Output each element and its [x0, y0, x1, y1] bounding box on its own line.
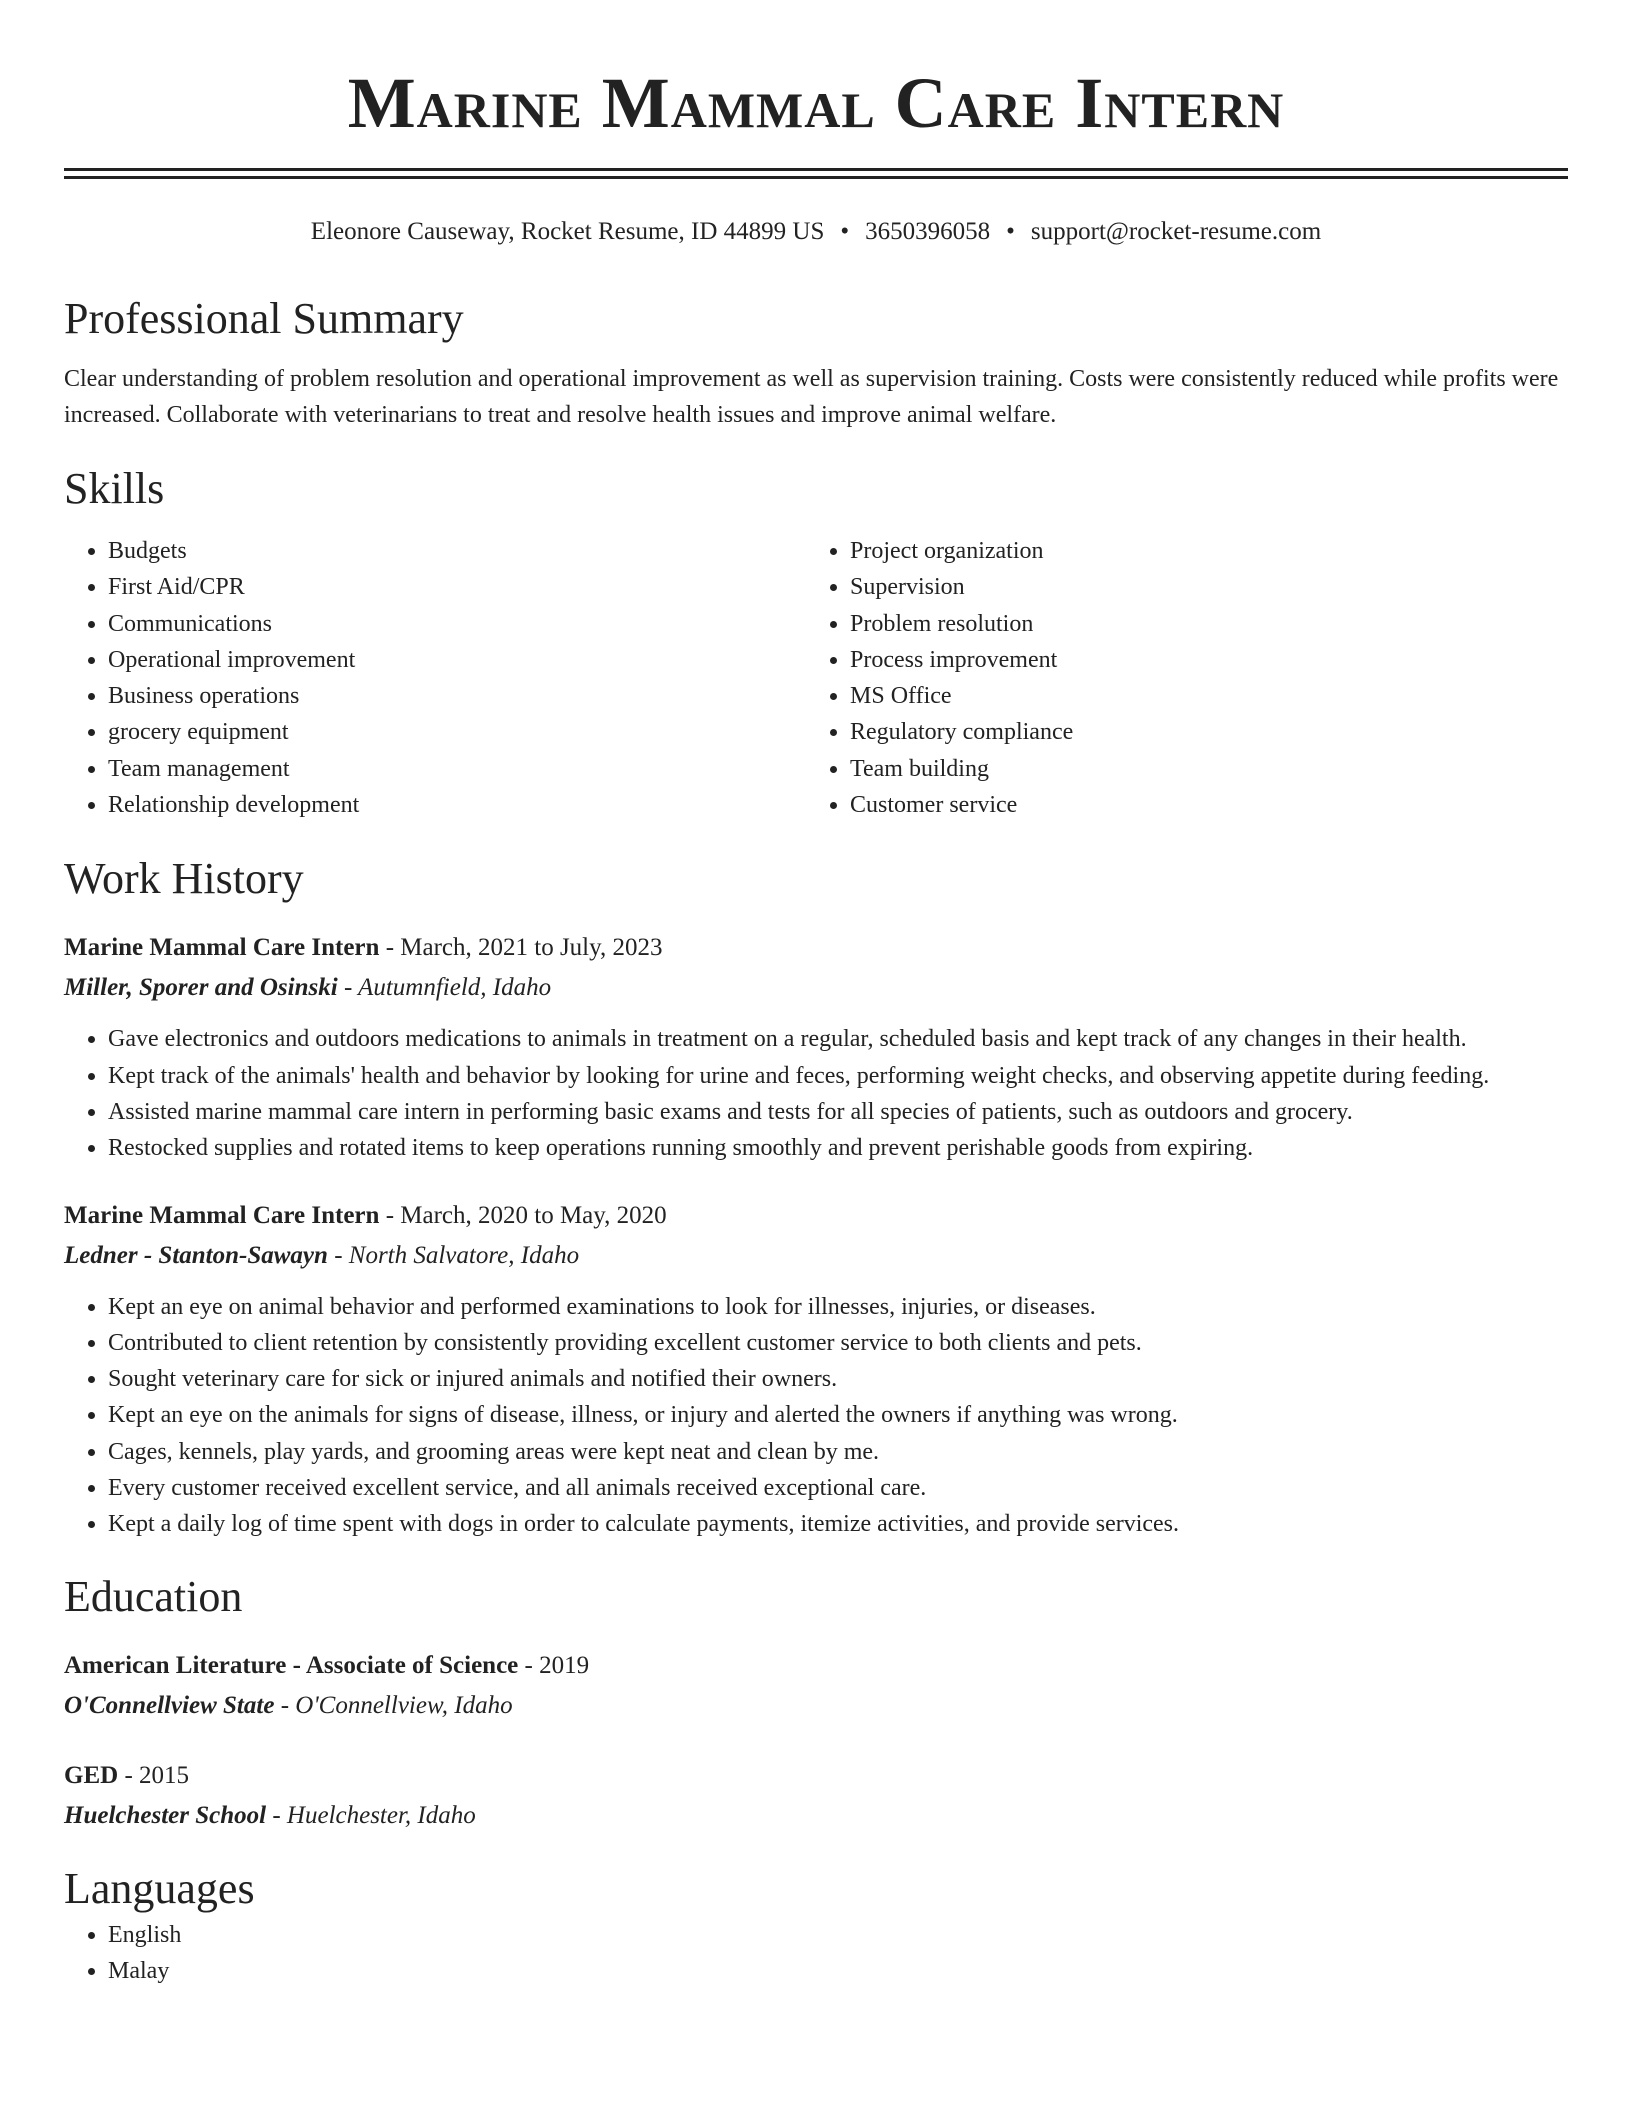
- contact-phone: 3650396058: [865, 218, 991, 245]
- skills-grid: [64, 533, 1568, 823]
- resume-title: Marine Mammal Care Intern: [347, 63, 1285, 143]
- skills-list-right: [806, 533, 1548, 823]
- skill-item: • Business operations: [108, 678, 806, 714]
- job-duty: • Sought veterinary care for sick or injured animals and notified their owners.: [108, 1361, 1568, 1397]
- education-degree-line: [64, 1647, 1568, 1685]
- job-dates: - March, 2020 to May, 2020: [379, 1201, 667, 1229]
- job-location: - Autumnfield, Idaho: [337, 974, 552, 1002]
- job-company: Miller, Sporer and Osinski: [64, 974, 338, 1002]
- title-divider: [64, 168, 1568, 179]
- job-entry: [64, 929, 1568, 1166]
- skill-item: • Budgets: [108, 533, 806, 569]
- skill-item: • First Aid/CPR: [108, 569, 806, 605]
- job-title-line: [64, 929, 1568, 967]
- skill-item: • Regulatory compliance: [850, 714, 1548, 750]
- education-year: - 2019: [518, 1651, 590, 1679]
- summary-text: Clear understanding of problem resolution and operational improvement as well as supervision training. Costs were consistently reduced while profits were increased. Collaborate with veterinarians to treat and resolve health issues and improve animal welfare.: [64, 366, 1559, 428]
- job-company: Ledner - Stanton-Sawayn: [64, 1241, 328, 1269]
- education-entry: [64, 1757, 1568, 1835]
- skills-column-left: [64, 533, 806, 823]
- skills-column-right: [806, 533, 1548, 823]
- contact-address: Eleonore Causeway, Rocket Resume, ID 44899 US: [310, 218, 825, 245]
- job-duty: • Contributed to client retention by consistently providing excellent customer service to both clients and pets.: [108, 1325, 1568, 1361]
- skill-item: • grocery equipment: [108, 714, 806, 750]
- skill-item: • Relationship development: [108, 787, 806, 823]
- education-degree: GED: [64, 1761, 119, 1789]
- education-degree: American Literature - Associate of Science: [64, 1651, 519, 1679]
- education-entry: [64, 1647, 1568, 1725]
- work-history-heading: Work History: [64, 854, 304, 904]
- skill-item: • Customer service: [850, 787, 1548, 823]
- job-dates: - March, 2021 to July, 2023: [379, 934, 663, 962]
- education-school: O'Connellview State: [64, 1691, 275, 1719]
- skill-item: • MS Office: [850, 678, 1548, 714]
- job-title: Marine Mammal Care Intern: [64, 934, 380, 962]
- skill-item: • Operational improvement: [108, 642, 806, 678]
- job-title-line: [64, 1197, 1568, 1235]
- education-school-line: [64, 1687, 1568, 1725]
- skill-item: • Process improvement: [850, 642, 1548, 678]
- skill-item: • Problem resolution: [850, 606, 1548, 642]
- job-duty: • Assisted marine mammal care intern in performing basic exams and tests for all species of patients, such as outdoors and grocery.: [108, 1094, 1568, 1130]
- language-item: • Malay: [108, 1953, 1568, 1989]
- skill-item: • Team management: [108, 751, 806, 787]
- education-degree-line: [64, 1757, 1568, 1795]
- job-duty: • Gave electronics and outdoors medications to animals in treatment on a regular, scheduled basis and kept track of any changes in their health.: [108, 1021, 1568, 1057]
- skills-heading: Skills: [64, 464, 165, 513]
- languages-list: [64, 1917, 1568, 1990]
- summary-heading: Professional Summary: [64, 294, 464, 343]
- education-heading: Education: [64, 1571, 243, 1621]
- skill-item: • Communications: [108, 606, 806, 642]
- education-school-line: [64, 1797, 1568, 1835]
- job-duty: • Restocked supplies and rotated items to keep operations running smoothly and prevent perishable goods from expiring.: [108, 1130, 1568, 1166]
- contact-email: support@rocket-resume.com: [1030, 218, 1322, 245]
- job-duties: [64, 1021, 1568, 1166]
- job-title: Marine Mammal Care Intern: [64, 1201, 380, 1229]
- education-year: - 2015: [118, 1761, 190, 1789]
- job-duty: • Every customer received excellent service, and all animals received exceptional care.: [108, 1470, 1568, 1506]
- contact-separator: •: [1006, 218, 1015, 245]
- job-location: - North Salvatore, Idaho: [327, 1241, 580, 1269]
- job-company-line: [64, 1237, 1568, 1275]
- language-item: • English: [108, 1917, 1568, 1953]
- job-duty: • Cages, kennels, play yards, and grooming areas were kept neat and clean by me.: [108, 1434, 1568, 1470]
- contact-line: [64, 215, 1568, 249]
- languages-heading: Languages: [64, 1863, 255, 1913]
- job-duties: [64, 1289, 1568, 1543]
- job-company-line: [64, 969, 1568, 1007]
- education-school: Huelchester School: [64, 1801, 267, 1829]
- skills-list-left: [64, 533, 806, 823]
- job-duty: • Kept an eye on the animals for signs of disease, illness, or injury and alerted the owners if anything was wrong.: [108, 1397, 1568, 1433]
- job-duty: • Kept an eye on animal behavior and performed examinations to look for illnesses, injuries, or diseases.: [108, 1289, 1568, 1325]
- job-entry: [64, 1197, 1568, 1543]
- job-duty: • Kept a daily log of time spent with dogs in order to calculate payments, itemize activities, and provide services.: [108, 1506, 1568, 1542]
- skill-item: • Team building: [850, 751, 1548, 787]
- education-location: - Huelchester, Idaho: [266, 1801, 476, 1829]
- education-location: - O'Connellview, Idaho: [274, 1691, 513, 1719]
- skill-item: • Supervision: [850, 569, 1548, 605]
- contact-separator: •: [840, 218, 850, 245]
- skill-item: • Project organization: [850, 533, 1548, 569]
- job-duty: • Kept track of the animals' health and behavior by looking for urine and feces, performing weight checks, and observing appetite during feeding.: [108, 1058, 1568, 1094]
